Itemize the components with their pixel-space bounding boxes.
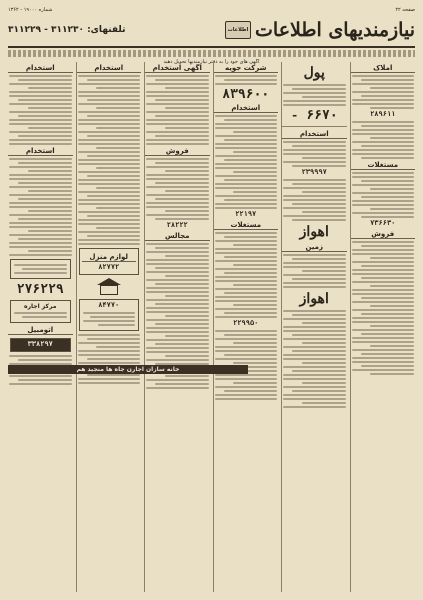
section-head: لوازم منزل xyxy=(82,253,137,262)
ad-text-block xyxy=(78,334,141,384)
ad-phone-big: ۸۳۹۶۰۰ xyxy=(222,87,270,102)
ad-text-block xyxy=(283,141,346,167)
ad-phone: ۲۸۲۲۲ xyxy=(166,222,188,230)
section-head: فروش xyxy=(351,230,416,239)
brand-area xyxy=(225,19,415,41)
ad-phone: ۷۳۶۶۳۰ xyxy=(370,220,396,228)
ad-headline: پول xyxy=(303,65,325,81)
banner-line xyxy=(8,50,415,57)
ad-text-block xyxy=(283,254,346,288)
ad-text-block xyxy=(215,232,278,318)
ad-text-block xyxy=(9,158,72,256)
column-5 xyxy=(76,62,142,592)
section-head: آگهی استخدام xyxy=(145,64,210,73)
column-6 xyxy=(8,62,73,592)
mid-page-banner: خانه سازان اجارن جاه ها منجید هم xyxy=(8,365,248,374)
ad-text-block xyxy=(283,84,346,106)
newspaper-logo xyxy=(225,21,251,39)
ad-phone: ۲۲۱۹۷ xyxy=(235,211,257,219)
boxed-ad xyxy=(79,248,140,275)
section-head: استخدام xyxy=(282,130,347,139)
ad-text-block xyxy=(146,158,209,220)
section-head: اتومبیل xyxy=(8,326,73,335)
ad-text-block xyxy=(352,121,415,159)
column-1 xyxy=(350,62,416,592)
ad-text-block xyxy=(215,115,278,209)
ad-text-block xyxy=(352,172,415,218)
section-head: استخدام xyxy=(8,64,73,73)
ad-phone: ۲۳۹۹۹۷ xyxy=(301,169,327,177)
ad-text-block xyxy=(215,75,278,85)
ad-headline: اهواز xyxy=(299,224,329,240)
boxed-ad xyxy=(10,259,71,279)
section-head: استخدام xyxy=(214,104,279,113)
phone-numbers: تلفنهای: ۳۱۱۲۳۰ - ۳۱۱۲۲۹ xyxy=(8,25,126,35)
ad-phone: ۲۲۹۹۵۰ xyxy=(233,320,259,328)
ad-text-block xyxy=(9,75,72,145)
section-head: فروش xyxy=(145,147,210,156)
page-label: صفحه ۲۲ xyxy=(395,7,415,13)
section-head: مستغلات xyxy=(214,221,279,230)
section-head: زمین xyxy=(282,243,347,252)
top-strip xyxy=(8,6,415,14)
ad-headline: اهواز xyxy=(299,291,329,307)
column-3 xyxy=(213,62,279,592)
ad-text-block xyxy=(352,241,415,375)
boxed-ad xyxy=(79,299,140,331)
ad-text-block xyxy=(283,310,346,408)
logo-text: اطلاعات xyxy=(227,27,249,33)
section-head: مستغلات xyxy=(351,161,416,170)
masthead xyxy=(8,14,415,48)
house-icon xyxy=(95,278,123,296)
section-head: شرکت جویه xyxy=(214,64,279,73)
ad-columns xyxy=(8,62,415,592)
ad-phone-big: ۶۶۷۰ - xyxy=(290,108,338,123)
boxed-ad xyxy=(10,300,71,323)
ad-phone: ۳۳۸۲۹۷ xyxy=(27,341,53,349)
boxed-ad-dark xyxy=(10,338,71,352)
ad-text-block xyxy=(352,75,415,109)
ad-phone: ۸۴۷۷۰ xyxy=(98,302,120,310)
page-title: نیازمندیهای اطلاعات xyxy=(255,19,415,41)
section-head: مجالس xyxy=(145,232,210,241)
ad-text-block xyxy=(283,179,346,221)
ad-phone-big: ۲۷۶۲۲۹ xyxy=(16,282,64,297)
banner-text: آگهی های خود را به دفتر نیازمندیها تحویل دهید xyxy=(163,59,260,65)
ad-text-block xyxy=(146,75,209,145)
ad-phone: ۸۲۷۷۲ xyxy=(98,264,120,272)
column-2 xyxy=(281,62,347,592)
ad-text-block xyxy=(78,75,141,245)
section-head: استخدام xyxy=(77,64,142,73)
section-head: استخدام xyxy=(8,147,73,156)
column-4 xyxy=(144,62,210,592)
issue-line: شماره ۱۹۰۰۰ - ۱۳۶۲ xyxy=(8,7,53,13)
ad-phone: ۲۸۹۶۱۱ xyxy=(370,111,396,119)
section-head: املاک xyxy=(351,64,416,73)
ad-box-label: مرکز اجاره xyxy=(24,303,57,310)
